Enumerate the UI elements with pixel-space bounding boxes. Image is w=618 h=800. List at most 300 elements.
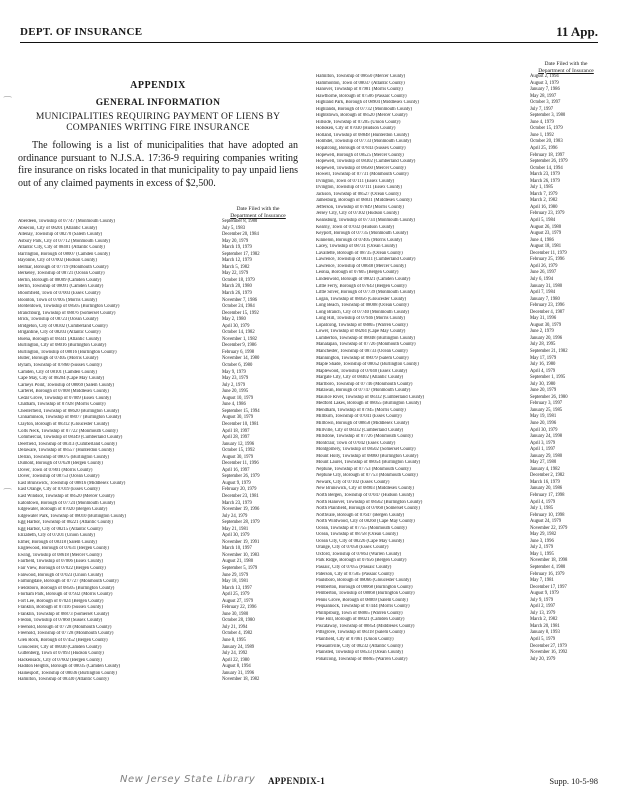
municipality-name: Mendham, Township of 07945 (Morris County): [316, 407, 406, 413]
date-filed: December 17, 1997: [530, 584, 567, 590]
municipality-name: Cape May, City of 08204 (Cape May County): [18, 376, 105, 382]
municipality-name: Maplewood, Township of 07040 (Essex County): [316, 368, 408, 374]
municipality-name: Montclair, Town of 07042 (Essex County): [316, 440, 396, 446]
column-header: [18, 201, 298, 219]
municipality-name: New Brunswick, City of 08903 (Middlesex County): [316, 486, 414, 492]
date-filed: December 15, 1992: [222, 310, 259, 316]
date-filed: August 30, 1979: [222, 415, 254, 421]
municipality-name: Park Ridge, Borough of 07656 (Bergen County): [316, 558, 407, 564]
date-filed: June 3, 1996: [530, 538, 554, 544]
date-filed: February 23, 1979: [530, 211, 565, 217]
municipality-name: Englewood, Borough of 07631 (Bergen County): [18, 546, 109, 552]
date-filed: April 30, 1979: [222, 533, 250, 539]
date-filed: August 8, 1994: [222, 664, 251, 670]
date-filed: April 5, 1979: [530, 637, 556, 643]
municipality-name: Hopewell, Township of 08302 (Cumberland County): [316, 159, 416, 165]
municipality-name: Kinnelon, Borough of 07405 (Morris County): [316, 237, 403, 243]
municipality-name: Neptune, Township of 07753 (Monmouth County): [316, 466, 411, 472]
municipality-name: Elizabeth, City of 07201 (Union County): [18, 533, 96, 539]
date-filed: November 19, 1991: [222, 539, 260, 545]
municipality-name: Kearny, Town of 07032 (Hudson County): [316, 224, 395, 230]
date-filed: August 30, 1979: [530, 322, 562, 328]
date-filed: September 26, 1979: [530, 159, 568, 165]
municipality-name: Orange, City of 07050 (Essex County): [316, 545, 389, 551]
date-filed: November 1, 1982: [222, 336, 258, 342]
municipality-name: Berkeley, Township of 08721 (Ocean County): [18, 271, 105, 277]
municipality-name: North Hanover, Township of 08562 (Burlington County): [316, 499, 423, 505]
municipality-name: Maurice River, Township of 08332 (Cumberland County): [316, 394, 425, 400]
municipality-name: Montgomery, Township of 08502 (Somerset County): [316, 447, 416, 453]
municipality-name: Delaware, Township of 08557 (Hunterdon County): [18, 448, 114, 454]
municipality-name: Commercial, Township of 08349 (Cumberland County): [18, 435, 123, 441]
date-filed: September 21, 1982: [530, 348, 568, 354]
date-filed: August 27, 1979: [222, 598, 254, 604]
date-filed: October 20, 1983: [530, 139, 563, 145]
date-filed: June 4, 1979: [530, 119, 554, 125]
date-filed: January 20, 1996: [530, 335, 563, 341]
date-filed: May 20, 1979: [222, 238, 249, 244]
municipality-name: Fair View, Borough of 07022 (Bergen County): [18, 565, 106, 571]
date-filed: October 15, 1992: [222, 448, 255, 454]
date-filed: May 9, 1979: [222, 369, 246, 375]
municipality-name: Carneys Point, Township of 08069 (Salem County): [18, 382, 115, 388]
municipality-name: Pemberton, Borough of 08068 (Burlington County): [316, 584, 413, 590]
date-filed: August 2, 1994: [530, 74, 559, 79]
date-filed: July 16, 1980: [530, 362, 556, 368]
date-filed: April 1, 1997: [530, 447, 556, 453]
municipality-name: Lower, Township of 08204 (Cape May County): [316, 329, 406, 335]
date-filed: September 26, 1979: [222, 474, 260, 480]
municipality-name: North Wildwood, City of 08260 (Cape May County): [316, 519, 415, 525]
date-filed: August 10, 1979: [222, 395, 254, 401]
municipality-name: Bloomfield, Town of 07003 (Essex County): [18, 291, 101, 297]
municipality-name: Lopatcong, Township of 08865 (Warren County): [316, 322, 408, 328]
date-filed: October 15, 1979: [530, 126, 563, 132]
municipality-name: Colts Neck, Township of 07722 (Monmouth County): [18, 428, 118, 434]
date-filed: September 1, 1995: [530, 375, 566, 381]
municipality-name: Fanwood, Borough of 07023 (Union County): [18, 572, 104, 578]
date-filed: September 28, 1979: [222, 520, 260, 526]
municipality-name: Neptune City, Borough of 07753 (Monmouth County): [316, 473, 418, 479]
municipality-name: Pequannock, Township of 07444 (Morris County): [316, 604, 410, 610]
date-filed: March 20, 1981: [530, 623, 560, 629]
municipality-name: Paterson, City of 07505 (Passaic County): [316, 571, 394, 577]
municipality-name: Burlington, City of 08016 (Burlington County): [18, 343, 107, 349]
date-filed: December 9, 1986: [222, 343, 257, 349]
date-filed: April 5, 1984: [530, 218, 556, 224]
municipality-name: Millville, City of 08332 (Cumberland County): [316, 427, 404, 433]
date-filed: October 18, 1979: [222, 277, 255, 283]
list-item: [18, 677, 298, 684]
date-filed: January 8, 1993: [530, 630, 560, 636]
municipality-name: Hopewell, Township of 08560 (Mercer County): [316, 165, 406, 171]
municipality-name: Jersey City, City of 07302 (Hudson County): [316, 211, 399, 217]
date-filed: April 30, 1979: [222, 323, 250, 329]
municipality-name: Hillside, Township of 07205 (Union County): [316, 119, 401, 125]
date-filed: March 2, 1982: [530, 198, 558, 204]
date-filed: December 11, 1979: [530, 250, 567, 256]
column-header: [316, 56, 606, 74]
municipality-name: Hainesport, Township of 08036 (Burlington County): [18, 670, 117, 676]
date-filed: July 21, 1994: [222, 624, 248, 630]
date-filed: September 4, 1980: [530, 565, 566, 571]
date-filed: May 7, 1981: [530, 578, 554, 584]
municipality-name: Belmar, Borough of 07719 (Monmouth County): [18, 264, 109, 270]
municipality-name: Burlington, Township of 08016 (Burlington County): [18, 349, 117, 355]
department-name: DEPT. OF INSURANCE: [20, 26, 143, 38]
date-filed: February 18, 1997: [530, 152, 565, 158]
municipality-name: Hanover, Township of 07981 (Morris County): [316, 87, 403, 93]
date-filed: April 2, 1997: [530, 604, 556, 610]
date-filed: November 16, 1992: [530, 650, 568, 656]
municipality-name: North Plainfield, Borough of 07060 (Somerset County): [316, 506, 420, 512]
municipality-name: Berlin, Borough of 08009 (Camden County): [18, 277, 102, 283]
municipality-name: Piscataway, Township of 08854 (Middlesex County): [316, 623, 415, 629]
municipality-name: Jefferson, Township of 07849 (Morris County): [316, 204, 404, 210]
municipality-name: Byram, Township of 07860 (Sussex County): [18, 363, 102, 369]
appendix-title: APPENDIX: [130, 80, 186, 91]
municipality-name: Pemberton, Township of 08068 (Burlington County): [316, 591, 415, 597]
municipality-name: East Windsor, Township of 08520 (Mercer County): [18, 493, 115, 499]
left-column: [18, 80, 298, 684]
right-column: [316, 56, 606, 663]
date-filed: December 2, 1982: [530, 473, 565, 479]
municipality-name: Highlands, Borough of 07732 (Monmouth County): [316, 106, 413, 112]
date-filed: May 31, 1996: [530, 316, 557, 322]
municipality-name: Chesterfield, Township of 08620 (Burlington County): [18, 408, 120, 414]
municipality-name: Hightstown, Borough of 08520 (Mercer County): [316, 113, 408, 119]
municipality-name: Howell, Township of 07731 (Monmouth County): [316, 172, 409, 178]
date-filed: August 9, 1979: [530, 591, 559, 597]
date-filed: August 24, 1979: [530, 519, 562, 525]
date-filed: February 22, 1996: [222, 605, 257, 611]
municipality-name: Ocean, Township of 07755 (Monmouth County): [316, 525, 407, 531]
date-filed: October 3, 1997: [530, 100, 561, 106]
date-filed: April 26, 1979: [530, 263, 558, 269]
date-filed: December 11, 1996: [222, 461, 259, 467]
date-filed: July 7, 1997: [530, 106, 554, 112]
municipality-name: Hoboken, City of 07030 (Hudson County): [316, 126, 396, 132]
date-filed: August 18, 1981: [530, 244, 562, 250]
date-filed: May 28, 1997: [530, 93, 557, 99]
municipality-name: Holland, Township of 08848 (Hunterdon County): [316, 132, 410, 138]
municipality-name: Hackensack, City of 07602 (Bergen County): [18, 657, 102, 663]
list-title: MUNICIPALITIES REQUIRING PAYMENT OF LIENS BY COMPANIES WRITING FIRE INSURANCE: [35, 112, 281, 133]
municipality-name: Medford Lakes, Borough of 08055 (Burlington County): [316, 401, 422, 407]
municipality-name: Milltown, Borough of 08850 (Middlesex County): [316, 420, 410, 426]
date-filed: January 4, 1982: [530, 466, 560, 472]
date-filed: July 1, 1985: [530, 185, 554, 191]
municipality-name: Buena, Borough of 08341 (Atlantic County): [18, 336, 102, 342]
column-header-line2: Department of Insurance: [230, 212, 286, 219]
date-filed: August 21, 1980: [222, 559, 254, 565]
intro-paragraph: The following is a list of municipalities that have adopted an ordinance pursuant to N.J.S.A. 17:36-9 requiring companies writing fire insurance on risks located in that municipality to pay unpaid liens out of any claimed payments in excess of $2,500.: [18, 140, 298, 189]
municipality-name: Lumberton, Township of 08048 (Burlington County): [316, 335, 416, 341]
date-filed: December 23, 1981: [222, 493, 259, 499]
date-filed: August 3, 1979: [530, 80, 559, 86]
municipality-name: Highland Park, Borough of 08904 (Middlesex County): [316, 100, 419, 106]
date-filed: March 19, 1979: [222, 245, 252, 251]
date-filed: August 26, 1980: [530, 224, 562, 230]
date-filed: June 29, 1979: [222, 572, 249, 578]
date-filed: March 26, 1979: [222, 291, 252, 297]
municipality-name: Fieldsboro, Borough of 08505 (Burlington County): [18, 585, 115, 591]
municipality-name: Keansburg, Township of 07734 (Monmouth County): [316, 218, 415, 224]
date-filed: December 10, 1981: [222, 421, 259, 427]
date-filed: August 23, 1979: [530, 231, 562, 237]
date-filed: March 7, 1979: [530, 191, 558, 197]
municipality-name: Mannington, Township of 08079 (Salem County): [316, 355, 409, 361]
municipality-name: Atlantic City, City of 08401 (Atlantic County): [18, 245, 105, 251]
municipality-name: Brick, Township of 08723 (Ocean County): [18, 317, 99, 323]
municipality-name: Paulsboro, Borough of 08066 (Gloucester County): [316, 578, 412, 584]
municipality-name: Farmingdale, Borough of 07727 (Monmouth County): [18, 579, 119, 585]
municipality-name: Newark, City of 07102 (Essex County): [316, 479, 390, 485]
municipality-name: Edgewater Park, Township of 08010 (Burlington County): [18, 513, 127, 519]
date-filed: February 3, 1997: [530, 401, 563, 407]
date-filed: September 5, 1979: [222, 565, 258, 571]
municipality-name: Little Silver, Borough of 07739 (Monmouth County): [316, 290, 416, 296]
municipality-name: Pine Hill, Borough of 08021 (Camden County): [316, 617, 405, 623]
date-filed: April 3, 1979: [530, 440, 556, 446]
date-filed: June 1, 1992: [530, 132, 554, 138]
list-item: [316, 657, 606, 664]
date-filed: January 31, 1980: [530, 283, 563, 289]
date-filed: August 30, 1979: [222, 454, 254, 460]
margin-mark: ⁀: [4, 488, 12, 498]
date-filed: February 20, 1979: [222, 487, 257, 493]
municipality-name: Glen Rock, Borough of 07452 (Bergen County): [18, 638, 108, 643]
municipality-name: Delran, Township of 08075 (Burlington County): [18, 454, 109, 460]
municipality-name: Berlin, Township of 08091 (Camden County): [18, 284, 104, 290]
date-filed: December 27, 1979: [530, 643, 567, 649]
municipality-name: Aberdeen, Township of 07747 (Monmouth County): [18, 219, 115, 224]
date-filed: July 2, 1979: [530, 545, 554, 551]
date-filed: July 1, 1985: [530, 506, 554, 512]
date-filed: December 4, 1987: [530, 309, 565, 315]
date-filed: June 26, 1997: [530, 270, 557, 276]
column-header-line2: Department of Insurance: [538, 67, 594, 74]
date-filed: July 13, 1979: [530, 610, 556, 616]
date-filed: July 24, 1992: [222, 651, 248, 657]
date-filed: April 28, 1997: [222, 435, 250, 441]
date-filed: May 27, 1980: [530, 460, 557, 466]
municipality-name: Franklin, Township of 08873 (Somerset County): [18, 611, 110, 617]
date-filed: July 5, 1983: [222, 225, 246, 231]
date-filed: November 19, 1996: [222, 507, 260, 513]
appendix-page-number: 11 App.: [556, 24, 598, 39]
date-filed: May 18, 1981: [222, 579, 249, 585]
date-filed: April 18, 1997: [222, 428, 250, 434]
municipality-name: Cedar Grove, Township of 07009 (Essex County): [18, 395, 111, 401]
date-filed: July 6, 1994: [530, 276, 554, 282]
date-filed: November 14, 1980: [222, 356, 260, 362]
municipality-name: Asbury Park, City of 07712 (Monmouth County): [18, 238, 111, 244]
municipality-name: Franklin, Borough of 07416 (Sussex County): [18, 605, 103, 611]
municipality-name: Holmdel, Township of 07733 (Monmouth County): [316, 139, 412, 145]
library-stamp: New Jersey State Library: [120, 774, 256, 785]
date-filed: April 7, 1984: [530, 290, 556, 296]
municipality-name: Dover, Town of 07801 (Morris County): [18, 467, 93, 473]
municipality-name: Hammonton, Town of 08037 (Atlantic County): [316, 80, 405, 86]
date-filed: July 30, 1980: [530, 381, 556, 387]
municipality-name: Guttenberg, Town of 07093 (Hudson County): [18, 651, 104, 657]
municipality-name: Carteret, Borough of 07008 (Middlesex County): [18, 389, 109, 395]
date-filed: October 14, 1994: [530, 165, 563, 171]
municipality-name: Gloucester, City of 08030 (Camden County): [18, 644, 102, 650]
date-filed: April 16, 1980: [530, 204, 558, 210]
date-filed: November 18, 1982: [222, 677, 260, 683]
municipality-name: Long Hill, Township of 07946 (Morris County): [316, 316, 406, 322]
municipality-name: Fredon, Township of 07860 (Sussex County): [18, 618, 103, 624]
margin-mark: ⁀: [4, 96, 12, 106]
date-filed: July 9, 1979: [530, 597, 554, 603]
municipality-name: Irvington, Township of 07111 (Essex County): [316, 185, 402, 191]
municipality-name: Pohatcong, Township of 08865 (Warren County): [316, 656, 408, 662]
date-filed: January 20, 1986: [530, 486, 563, 492]
municipality-name: Lindenwold, Borough of 08021 (Camden County): [316, 276, 411, 282]
date-filed: January 24, 1998: [530, 434, 563, 440]
municipality-name: Florham Park, Borough of 07932 (Morris County): [18, 592, 113, 598]
date-filed: August 9, 1979: [222, 480, 251, 486]
municipality-name: Brigantine, City of 08203 (Atlantic County): [18, 330, 101, 336]
municipality-name: Jamesburg, Borough of 08831 (Middlesex County): [316, 198, 412, 204]
municipality-name: Marlboro, Township of 07746 (Monmouth County): [316, 381, 413, 387]
date-filed: March 23, 1979: [530, 172, 560, 178]
date-filed: January 29, 1980: [530, 453, 563, 459]
date-filed: January 31, 1996: [222, 670, 255, 676]
municipality-name: Bordentown, Township of 08505 (Burlington County): [18, 304, 120, 310]
municipality-name: Clayton, Borough of 08312 (Gloucester County): [18, 421, 110, 427]
municipality-name: Elmer, Borough of 08318 (Salem County): [18, 539, 97, 545]
municipality-name: Passaic, City of 07055 (Passaic County): [316, 565, 392, 571]
municipality-name: Mount Holly, Township of 08060 (Burlington County): [316, 453, 419, 459]
date-filed: September 26, 1980: [530, 394, 568, 400]
date-filed: May 29, 1982: [530, 532, 557, 538]
municipality-name: Dumont, Borough of 07628 (Bergen County): [18, 461, 103, 467]
date-filed: April 4, 1979: [530, 368, 556, 374]
supplement-date: Supp. 10-5-98: [549, 776, 598, 786]
date-filed: November 22, 1979: [530, 525, 568, 531]
date-filed: June 30, 1980: [222, 611, 249, 617]
date-filed: December 20, 1984: [222, 232, 259, 238]
date-filed: June 20, 1995: [222, 389, 249, 395]
municipality-name: Plainfield, City of 07061 (Union County): [316, 637, 394, 643]
date-filed: February 23, 1996: [530, 303, 565, 309]
municipality-name: Butler, Borough of 07405 (Morris County): [18, 356, 99, 362]
column-header-line1: Date Filed with the: [236, 206, 280, 212]
date-filed: February 25, 1996: [530, 257, 565, 263]
municipality-name: Hopewell, Borough of 08525 (Mercer County): [316, 152, 404, 158]
date-filed: October 4, 1982: [222, 631, 253, 637]
date-filed: May 17, 1979: [530, 355, 557, 361]
date-filed: April 16, 1997: [222, 467, 250, 473]
municipality-name: Maple Shade, Township of 08052 (Burlington County): [316, 362, 419, 368]
municipality-name: East Brunswick, Township of 08816 (Middlesex County): [18, 480, 126, 486]
date-filed: May 2, 1980: [222, 317, 246, 323]
date-filed: November 10, 1983: [222, 552, 260, 558]
date-filed: September 17, 1982: [222, 251, 260, 257]
date-filed: April 22, 1980: [222, 657, 250, 663]
municipality-name: Pleasantville, City of 08232 (Atlantic County): [316, 643, 403, 649]
municipality-name: Lawrence, Township of 08311 (Cumberland County): [316, 257, 416, 263]
date-filed: January 7, 1980: [530, 296, 560, 302]
date-filed: October 24, 1984: [222, 304, 255, 310]
municipality-name: Hopatcong, Borough of 07843 (Sussex County): [316, 146, 406, 152]
municipality-name: Egg Harbor, City of 08215 (Atlantic County): [18, 526, 103, 532]
date-filed: June 2, 1979: [530, 329, 554, 335]
municipality-name: Hawthorne, Borough of 07506 (Passaic County): [316, 93, 407, 99]
date-filed: April 25, 1979: [222, 592, 250, 598]
municipality-name: Northvale, Borough of 07647 (Bergen County): [316, 512, 405, 518]
footer-page-label: APPENDIX-1: [268, 776, 325, 786]
date-filed: September 8, 1980: [222, 219, 258, 224]
date-filed: October 14, 1982: [222, 330, 255, 336]
municipality-name: Manchester, Township of 08733 (Ocean County): [316, 348, 408, 354]
date-filed: March 2, 1982: [530, 617, 558, 623]
municipality-name: Plainsted, Township of 08533 (Ocean County): [316, 650, 404, 656]
municipality-name: Camden, City of 08101 (Camden County): [18, 369, 97, 375]
date-filed: January 24, 1989: [222, 644, 255, 650]
date-filed: January 7, 1986: [530, 87, 560, 93]
municipality-name: Boonton, Town of 07005 (Morris County): [18, 297, 98, 303]
date-filed: May 1, 1995: [530, 551, 554, 557]
date-filed: July 28, 1995: [530, 342, 556, 348]
date-filed: October 28, 1980: [222, 618, 255, 624]
municipality-name: Bridgeton, City of 08302 (Cumberland County): [18, 323, 108, 329]
date-filed: July 2, 1979: [222, 382, 246, 388]
date-filed: March 12, 1979: [222, 258, 252, 264]
municipality-name: Pittsgrove, Township of 08318 (Salem County): [316, 630, 405, 636]
date-filed: March 23, 1979: [222, 500, 252, 506]
municipality-name: Eatontown, Borough of 07724 (Monmouth County): [18, 500, 116, 506]
municipality-name: Mount Laurel, Township of 08054 (Burlington County): [316, 460, 421, 466]
date-filed: March 10, 1997: [222, 546, 252, 552]
date-filed: January 25, 1985: [530, 407, 563, 413]
date-filed: May 21, 1981: [222, 526, 249, 532]
column-header-line1: Date Filed with the: [544, 61, 588, 67]
date-filed: April 30, 1979: [530, 427, 558, 433]
date-filed: March 20, 1980: [222, 284, 252, 290]
date-filed: February 17, 1998: [530, 493, 565, 498]
municipality-name: Allenay, Township of 08270 (Salem County): [18, 232, 103, 238]
municipality-name: Matawan, Borough of 07747 (Monmouth County): [316, 388, 411, 394]
municipality-name: Little Ferry, Borough of 07643 (Bergen County): [316, 283, 407, 289]
date-filed: November 7, 1986: [222, 297, 258, 303]
municipality-name: Penns Grove, Borough of 08069 (Salem County): [316, 597, 408, 603]
municipality-name: Dover, Township of 08753 (Ocean County): [18, 474, 100, 480]
municipality-name: Hamilton, Township of 08330 (Atlantic County): [18, 677, 109, 683]
date-filed: May 22, 1979: [222, 271, 249, 277]
date-filed: March 5, 1982: [222, 264, 250, 270]
date-filed: March 13, 1997: [222, 585, 252, 591]
municipality-name: Chatham, Township of 07928 (Morris County): [18, 402, 106, 408]
municipality-name: Manalapan, Township of 07726 (Monmouth County): [316, 342, 416, 348]
municipality-name: Haddon Heights, Borough of 08035 (Camden County): [18, 664, 121, 670]
date-filed: May 19, 1981: [530, 414, 557, 420]
municipality-name: Oxford, Township of 07863 (Warren County): [316, 551, 402, 557]
date-filed: March 26, 1979: [530, 178, 560, 184]
date-filed: June 20, 1979: [530, 388, 557, 394]
municipality-name: Logan, Township of 08056 (Gloucester County): [316, 296, 407, 302]
municipality-name: Long Branch, City of 07740 (Monmouth County): [316, 309, 410, 315]
date-filed: October 6, 1980: [222, 363, 253, 369]
municipality-name: Lawrence, Township of 08648 (Mercer County): [316, 263, 406, 269]
running-header: [20, 26, 598, 43]
date-filed: June 8, 1995: [222, 638, 246, 643]
municipality-name: Freehold, Borough of 07728 (Monmouth County): [18, 624, 112, 630]
municipality-name: Irvington, Town of 07111 (Essex County): [316, 178, 395, 184]
